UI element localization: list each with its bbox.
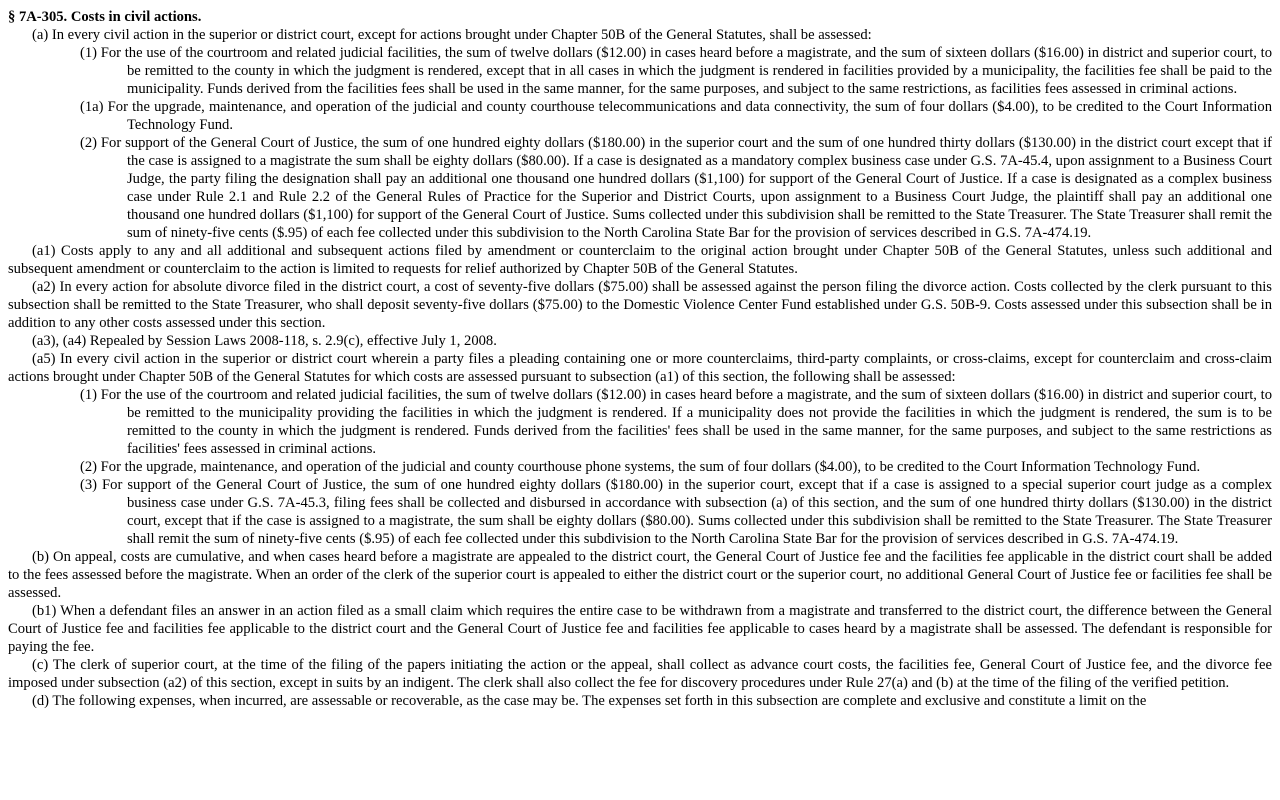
paragraph-a: (a) In every civil action in the superior or district court, except for actions brought under Chapter 50B of the General Statutes, shall be assessed:: [32, 27, 872, 43]
subdivision-a5-2: (2) For the upgrade, maintenance, and operation of the judicial and county courthouse phone systems, the sum of four dollars ($4.00), to be credited to the Court Information Technology Fund.: [80, 459, 1201, 475]
paragraph-a1: (a1) Costs apply to any and all additional and subsequent actions filed by amendment or counterclaim to the original action brought under Chapter 50B of the General Statutes, unless such additional and subsequent amendment or counterclaim to the action is limited to requests for relief authorized by Chapter 50B of the General Statutes.: [8, 243, 1272, 277]
paragraph-d: (d) The following expenses, when incurred, are assessable or recoverable, as the case may be. The expenses set forth in this subsection are complete and exclusive and constitute a limit on the: [32, 693, 1147, 709]
subdivision-a5-1: (1) For the use of the courtroom and related judicial facilities, the sum of twelve dollars ($12.00) in cases heard before a magistrate, and the sum of sixteen dollars ($16.00) in district and superior court, to be remitted to the municipality providing the facilities in which the judgment is rendered. If a municipality does not provide the facilities in which the judgment is rendered, the sum is to be remitted to the county in which the judgment is rendered. Funds derived from the facilities' fees shall be used in the same manner, for the same purposes, and subject to the same restrictions as facilities' fees assessed in criminal actions.: [80, 387, 1272, 457]
subdivision-a-2: (2) For support of the General Court of Justice, the sum of one hundred eighty dollars ($180.00) in the superior court and the sum of one hundred thirty dollars ($130.00) in the district court except that if the case is assigned to a magistrate the sum shall be eighty dollars ($80.00). If a case is designated as a mandatory complex business case under G.S. 7A-45.4, upon assignment to a Business Court Judge, the party filing the designation shall pay an additional one thousand one hundred dollars ($1,100) for support of the General Court of Justice. If a case is designated as a complex business case under Rule 2.1 and Rule 2.2 of the General Rules of Practice for the Superior and District Courts, upon assignment to a Business Court Judge, the plaintiff shall pay an additional one thousand one hundred dollars ($1,100) for support of the General Court of Justice. Sums collected under this subdivision shall be remitted to the State Treasurer. The State Treasurer shall remit the sum of ninety-five cents ($.95) of each fee collected under this subdivision to the North Carolina State Bar for the provision of services described in G.S. 7A-474.19.: [80, 135, 1272, 241]
section-heading: § 7A-305. Costs in civil actions.: [8, 9, 202, 25]
subdivision-a-1: (1) For the use of the courtroom and related judicial facilities, the sum of twelve dollars ($12.00) in cases heard before a magistrate, and the sum of sixteen dollars ($16.00) in district and superior court, to be remitted to the county in which the judgment is rendered, except that in all cases in which the judgment is rendered in facilities provided by a municipality, the facilities fee shall be paid to the municipality. Funds derived from the facilities fees shall be used in the same manner, for the same purposes, and subject to the same restrictions, as facilities fees assessed in criminal actions.: [80, 45, 1272, 97]
paragraph-a2: (a2) In every action for absolute divorce filed in the district court, a cost of seventy-five dollars ($75.00) shall be assessed against the person filing the divorce action. Costs collected by the clerk pursuant to this subsection shall be remitted to the State Treasurer, who shall deposit seventy-five dollars ($75.00) to the Domestic Violence Center Fund established under G.S. 50B-9. Costs assessed under this subsection shall be in addition to any other costs assessed under this section.: [8, 279, 1272, 331]
paragraph-b: (b) On appeal, costs are cumulative, and when cases heard before a magistrate are appealed to the district court, the General Court of Justice fee and the facilities fee applicable in the district court shall be added to the fees assessed before the magistrate. When an order of the clerk of the superior court is appealed to either the district court or the superior court, no additional General Court of Justice fee or facilities fee shall be assessed.: [8, 549, 1272, 601]
paragraph-a3-a4: (a3), (a4) Repealed by Session Laws 2008-118, s. 2.9(c), effective July 1, 2008.: [32, 333, 497, 349]
paragraph-a5: (a5) In every civil action in the superior or district court wherein a party files a pleading containing one or more counterclaims, third-party complaints, or cross-claims, except for counterclaim and cross-claim actions brought under Chapter 50B of the General Statutes for which costs are assessed pursuant to subsection (a1) of this section, the following shall be assessed:: [8, 351, 1272, 385]
subdivision-a5-3: (3) For support of the General Court of Justice, the sum of one hundred eighty dollars ($180.00) in the superior court, except that if a case is assigned to a special superior court judge as a complex business case under G.S. 7A-45.3, filing fees shall be collected and disbursed in accordance with subsection (a) of this section, and the sum of one hundred thirty dollars ($130.00) in the district court, except that if the case is assigned to a magistrate, the sum shall be eighty dollars ($80.00). Sums collected under this subdivision shall be remitted to the State Treasurer. The State Treasurer shall remit the sum of ninety-five cents ($.95) of each fee collected under this subdivision to the North Carolina State Bar for the provision of services described in G.S. 7A-474.19.: [80, 477, 1272, 547]
paragraph-c: (c) The clerk of superior court, at the time of the filing of the papers initiating the action or the appeal, shall collect as advance court costs, the facilities fee, General Court of Justice fee, and the divorce fee imposed under subsection (a2) of this section, except in suits by an indigent. The clerk shall also collect the fee for discovery procedures under Rule 27(a) and (b) at the time of the filing of the verified petition.: [8, 657, 1272, 691]
subdivision-a-1a: (1a) For the upgrade, maintenance, and operation of the judicial and county courthouse telecommunications and data connectivity, the sum of four dollars ($4.00), to be credited to the Court Information Technology Fund.: [80, 99, 1272, 133]
paragraph-b1: (b1) When a defendant files an answer in an action filed as a small claim which requires the entire case to be withdrawn from a magistrate and transferred to the district court, the difference between the General Court of Justice fee and facilities fee applicable to the district court and the General Court of Justice fee and facilities fee applicable to cases heard by a magistrate shall be assessed. The defendant is responsible for paying the fee.: [8, 603, 1272, 655]
